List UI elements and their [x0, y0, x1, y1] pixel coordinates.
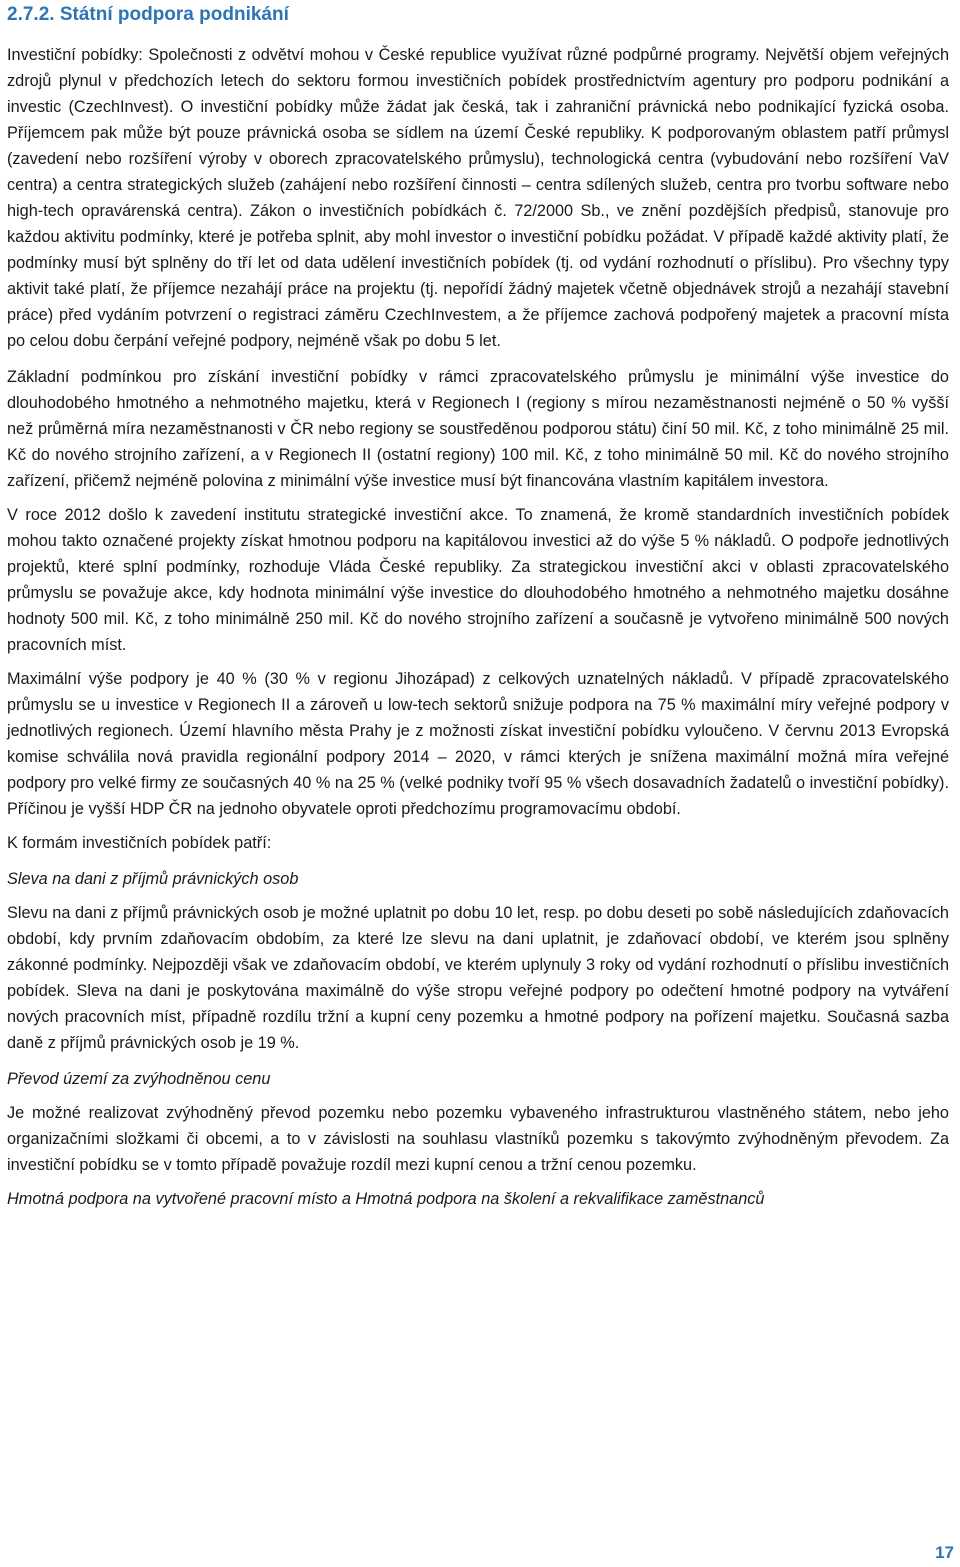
paragraph-maximalni-vyse: Maximální výše podpory je 40 % (30 % v regionu Jihozápad) z celkových uznatelných nákladů. V případě zpracovatelského průmyslu se u investice v Regionech II a zároveň u low-tech sektorů snižuje podpora na 75 % maximální míry veřejné podpory v jednotlivých regionech. Území hlavního města Prahy je z možnosti získat investiční pobídku vyloučeno. V červnu 2013 Evropská komise schválila nová pravidla regionální podpory 2014 – 2020, v rámci kterých je snížena maximální možná míra veřejné podpory pro velké firmy ze současných 40 % na 25 % (velké podniky tvoří 95 % všech dosavadních žadatelů o investiční pobídky). Příčinou je vyšší HDP ČR na jednoho obyvatele oproti předchozímu programovacímu období.	[7, 670, 949, 818]
subheading-sleva: Sleva na dani z příjmů právnických osob	[7, 870, 299, 888]
subheading-hmotna-podpora: Hmotná podpora na vytvořené pracovní místo a Hmotná podpora na školení a rekvalifikace zaměstnanců	[7, 1190, 765, 1208]
section-heading: 2.7.2. Státní podpora podnikání	[7, 4, 289, 25]
paragraph-investicni-pobidky: Investiční pobídky: Společnosti z odvětví mohou v České republice využívat různé podpůrné programy. Největší objem veřejných zdrojů plynul v předchozích letech do sektoru formou investičních pobídek prostřednictvím agentury pro podporu podnikání a investic (CzechInvest). O investiční pobídky může žádat jak česká, tak i zahraniční právnická nebo podnikající fyzická osoba. Příjemcem pak může být pouze právnická osoba se sídlem na území České republiky. K podporovaným oblastem patří průmysl (zavedení nebo rozšíření výroby v oborech zpracovatelského průmyslu), technologická centra (vybudování nebo rozšíření VaV centra) a centra strategických služeb (zahájení nebo rozšíření činnosti – centra sdílených služeb, centra pro tvorbu software nebo high-tech opravárenská centra). Zákon o investičních pobídkách č. 72/2000 Sb., ve znění pozdějších předpisů, stanovuje pro každou aktivitu podmínky, které je potřeba splnit, aby mohl investor o investiční pobídku požádat. V případě každé aktivity platí, že podmínky musí být splněny do tří let od data udělení investičních pobídek (tj. od vydání rozhodnutí o příslibu). Pro všechny typy aktivit také platí, že příjemce nezahájí práce na projektu (tj. nepořídí žádný majetek včetně objednávek strojů a nezahájí stavební práce) před vydáním potvrzení o registraci záměru CzechInvestem, a že příjemce zachová podpořený majetek a pracovní místa po celou dobu čerpání veřejné podpory, nejméně však po dobu 5 let.	[7, 46, 949, 350]
document-page	[7, 0, 949, 1212]
paragraph-zakladni-podminka: Základní podmínkou pro získání investiční pobídky v rámci zpracovatelského průmyslu je minimální výše investice do dlouhodobého hmotného a nehmotného majetku, která v Regionech I (regiony s mírou nezaměstnanosti nejméně o 50 % vyšší než průměrná míra nezaměstnanosti v ČR nebo regiony se soustředěnou podporou státu) činí 50 mil. Kč, z toho minimálně 25 mil. Kč do nového strojního zařízení, a v Regionech II (ostatní regiony) 100 mil. Kč, z toho minimálně 50 mil. Kč do nového strojního zařízení, přičemž nejméně polovina z minimální výše investice musí být financována vlastním kapitálem investora.	[7, 368, 949, 490]
paragraph-prevod: Je možné realizovat zvýhodněný převod pozemku nebo pozemku vybaveného infrastrukturou vlastněného státem, nebo jeho organizačními složkami či obcemi, a to v závislosti na souhlasu vlastníků pozemku s takovýmto zvýhodněným převodem. Za investiční pobídku se v tomto případě považuje rozdíl mezi kupní cenou a tržní cenou pozemku.	[7, 1104, 949, 1174]
page-number: 17	[935, 1543, 954, 1562]
subheading-prevod: Převod území za zvýhodněnou cenu	[7, 1070, 271, 1088]
paragraph-formy-intro: K formám investičních pobídek patří:	[7, 834, 272, 852]
paragraph-sleva: Slevu na dani z příjmů právnických osob je možné uplatnit po dobu 10 let, resp. po dobu deseti po sobě následujících zdaňovacích období, kdy prvním zdaňovacím obdobím, za které lze slevu na dani uplatnit, je zdaňovací období, ve kterém jsou splněny zákonné podmínky. Nejpozději však ve zdaňovacím období, ve kterém uplynuly 3 roky od vydání rozhodnutí o příslibu investičních pobídek. Sleva na dani je poskytována maximálně do výše stropu veřejné podpory po odečtení hmotné podpory na vytváření nových pracovních míst, případně rozdílu tržní a kupní ceny pozemku a hmotné podpory na pořízení majetku. Současná sazba daně z příjmů právnických osob je 19 %.	[7, 904, 949, 1052]
paragraph-strategicka-akce: V roce 2012 došlo k zavedení institutu strategické investiční akce. To znamená, že kromě standardních investičních pobídek mohou takto označené projekty získat hmotnou podporu na kapitálovou investici až do výše 5 % nákladů. O podpoře jednotlivých projektů, které splní podmínky, rozhoduje Vláda České republiky. Za strategickou investiční akci v oblasti zpracovatelského průmyslu se považuje akce, kdy hodnota minimální výše investice do dlouhodobého hmotného a nehmotného majetku dosáhne hodnoty 500 mil. Kč, z toho minimálně 250 mil. Kč do nového strojního zařízení a současně je vytvořeno minimálně 500 nových pracovních míst.	[7, 506, 949, 654]
